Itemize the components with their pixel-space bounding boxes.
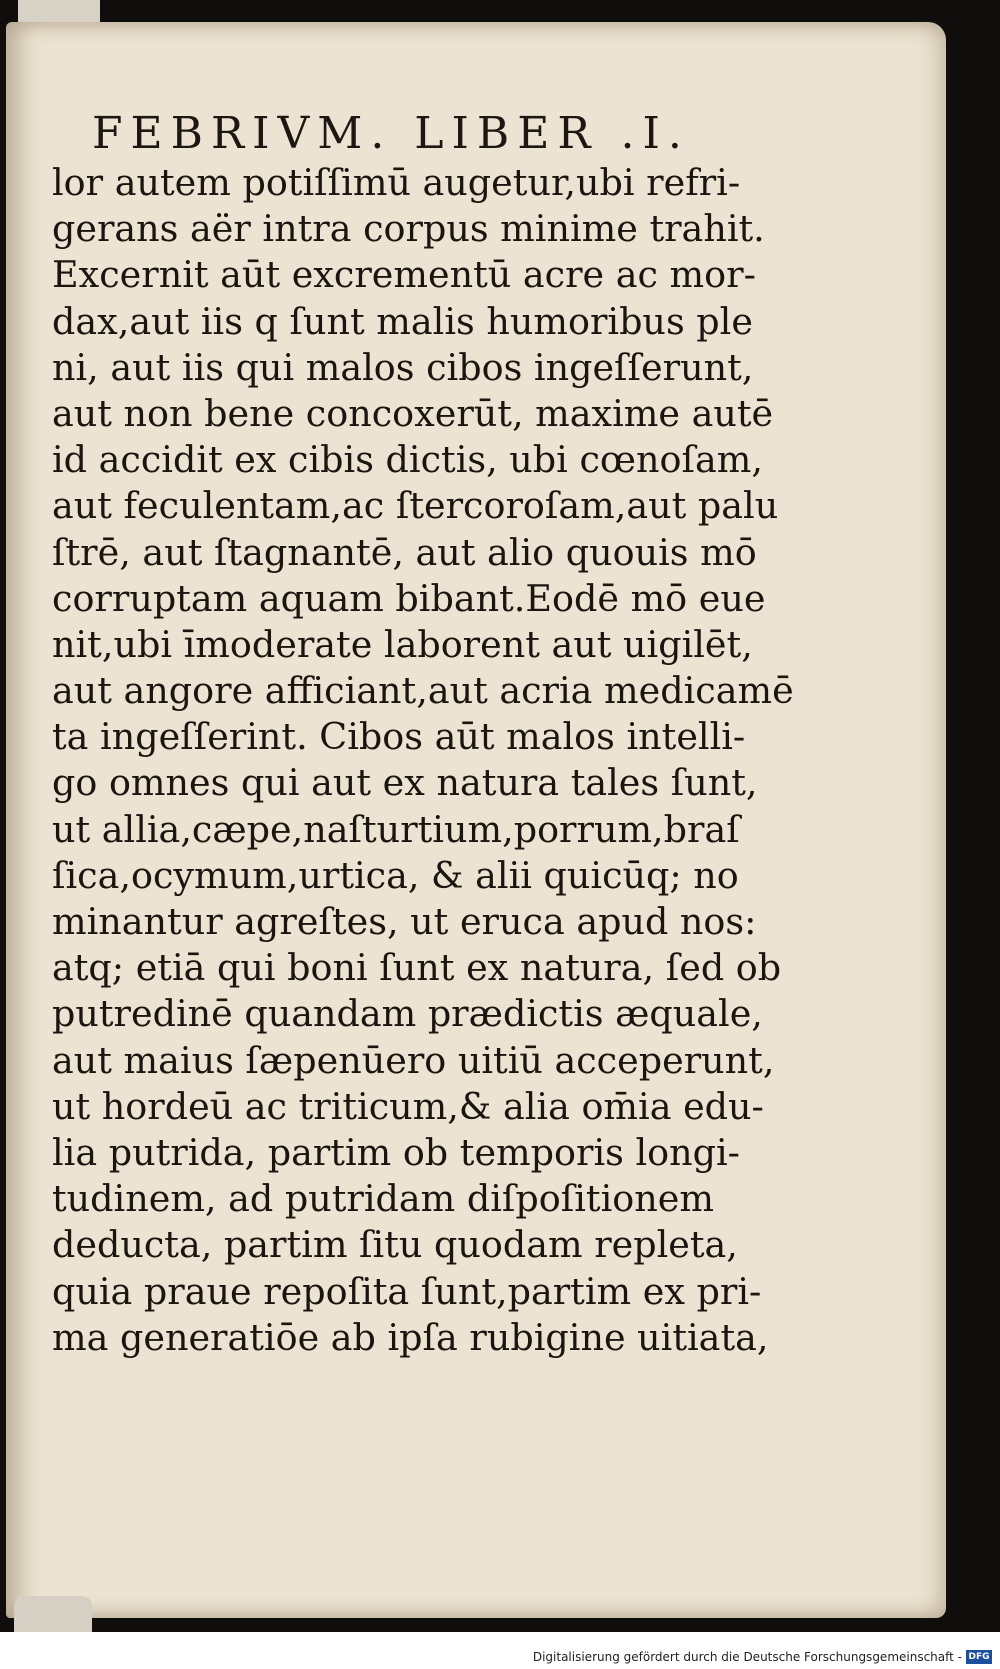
text-line: ta ingeſſerint. Cibos aūt malos intelli‐ [52,715,746,759]
text-line: putredinē quandam prædictis æquale, [52,992,763,1036]
text-line: tudinem, ad putridam diſpoſitionem [52,1177,714,1221]
text-line: aut angore afficiant,aut acria medicamē [52,669,794,713]
text-line: nit,ubi īmoderate laborent aut uigilēt, [52,622,753,666]
text-line: corruptam aquam bibant.Eodē mō eue [52,576,766,620]
dfg-logo: DFG [966,1650,992,1664]
text-line: aut non bene concoxerūt, maxime autē [52,391,774,435]
text-line: lor autem potiſſimū augetur,ubi refri‐ [52,161,741,204]
text-line: ni, aut iis qui malos cibos ingeſſerunt, [52,345,754,389]
text-line: Excernit aūt excrementū acre ac mor‐ [52,253,756,297]
text-line: deducta, partim ſitu quodam repleta, [52,1223,738,1267]
text-line: atq; etiā qui boni ſunt ex natura, ſed ob [52,946,782,990]
text-line: gerans aër intra corpus minime trahit. [52,207,765,251]
text-line: minantur agreſtes, ut eruca apud nos: [52,900,757,943]
text-line: lia putrida, partim ob temporis longi‐ [52,1130,740,1174]
text-line: ſtrē, aut ſtagnantē, aut alio quouis mō [52,530,757,574]
text-line: ut allia,cæpe,naſturtium,porrum,braſ [52,807,740,851]
page-tab-bottom [14,1596,92,1632]
running-head: FEBRIVM. LIBER .I. [92,108,690,159]
text-line: aut feculentam,ac ſtercoroſam,aut palu [52,484,779,528]
text-line: ſica,ocymum,urtica, & alii quicūq; no [52,853,739,897]
text-line: quia praue repoſita ſunt,partim ex pri‐ [52,1269,762,1313]
text-block [52,160,794,1361]
text-line: ma generatiōe ab ipſa rubigine uitiata, [52,1315,769,1359]
text-line: go omnes qui aut ex natura tales ſunt, [52,761,758,805]
text-line: ut hordeū ac triticum,& alia om̄ia edu‐ [52,1084,764,1128]
footer-credit: Digitalisierung gefördert durch die Deutsche Forschungsgemeinschaft - [532,1650,962,1664]
text-line: dax,aut iis q ſunt malis humoribus ple [52,299,753,343]
text-line: id accidit ex cibis dictis, ubi cœnoſam, [52,438,763,482]
text-line: aut maius ſæpenūero uitiū acceperunt, [52,1038,775,1082]
